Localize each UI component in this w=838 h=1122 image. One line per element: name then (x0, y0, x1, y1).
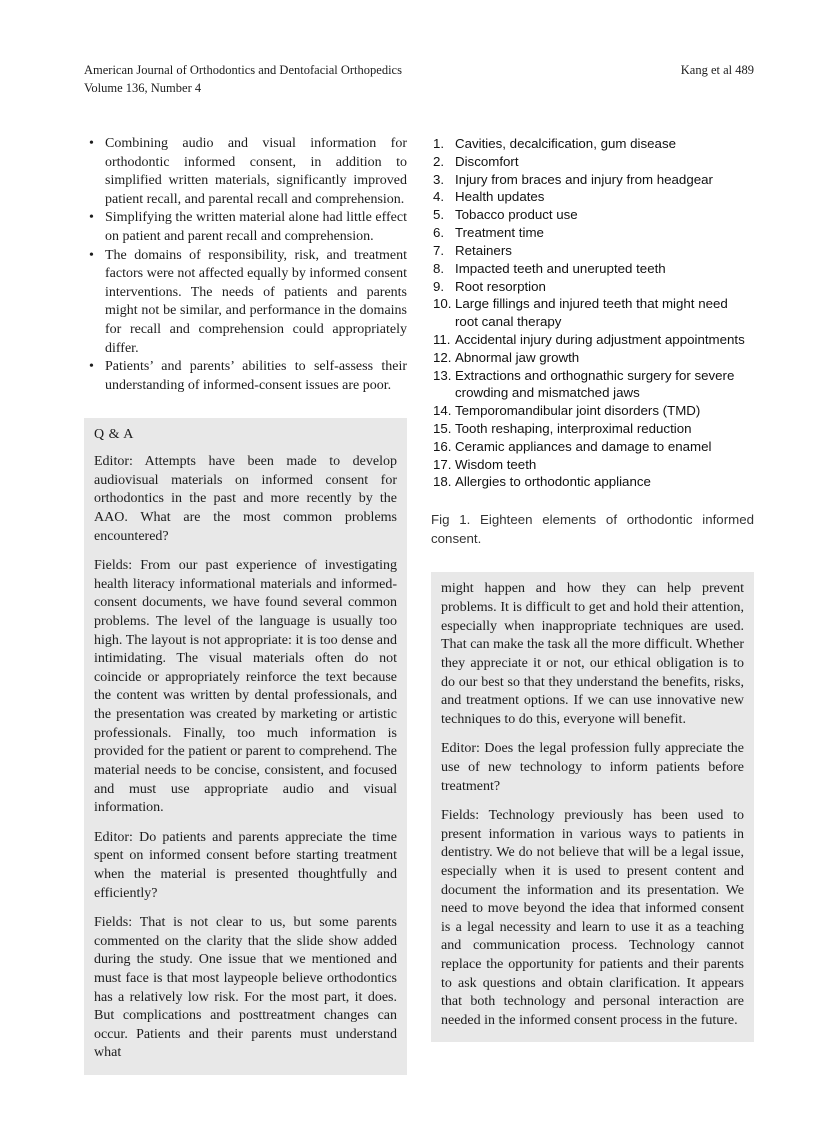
figure-item-text: Cavities, decalcification, gum disease (455, 136, 676, 151)
figure-list-item (431, 456, 754, 474)
bullet-list (84, 135, 407, 396)
figure-list-item (431, 224, 754, 242)
figure-list-item (431, 331, 754, 349)
figure-item-text: Retainers (455, 242, 512, 258)
figure-item-number: 5. (433, 207, 445, 223)
figure-list-item (431, 402, 754, 420)
figure-item-number: 3. (433, 171, 445, 187)
bullet-item: • Combining audio and visual information for orthodontic informed consent, in addition to simplified written materials, significantly improved patient recall, and parental recall and comprehension. (84, 135, 407, 209)
figure-item-number: 18. (433, 474, 452, 490)
figure-item-text: Allergies to orthodontic appliance (455, 474, 651, 490)
figure-item-number: 8. (433, 260, 445, 276)
figure-item-text: Treatment time (455, 225, 544, 241)
figure-list-item (431, 367, 754, 403)
figure-list-item (431, 260, 754, 278)
figure-list-item (431, 153, 754, 171)
figure-list-item (431, 278, 754, 296)
journal-info (84, 62, 402, 97)
content-columns (84, 135, 754, 1075)
figure-item-text: Ceramic appliances and damage to enamel (455, 438, 712, 454)
speaker-label: Editor: (94, 829, 140, 845)
journal-title: American Journal of Orthodontics and Dentofacial Orthopedics (84, 63, 402, 77)
figure-item-number: 14. (433, 403, 452, 419)
speaker-label: Fields: (441, 808, 489, 824)
figure-item-number: 7. (433, 242, 445, 258)
figure-item-number: 15. (433, 421, 452, 436)
journal-volume: Volume 136, Number 4 (84, 80, 202, 95)
figure-item-number: 1. (433, 136, 445, 151)
figure-item-text: Root resorption (455, 278, 546, 294)
figure-list-item (431, 349, 754, 367)
bullet-item: • Simplifying the written material alone had little effect on patient and parent recall and comprehension. (84, 209, 407, 246)
figure-item-text: Temporomandibular joint disorders (TMD) (455, 403, 701, 419)
speaker-label: Fields: (94, 915, 140, 931)
running-head-citation: Kang et al 489 (680, 63, 754, 77)
qa-box-right (431, 572, 754, 1042)
qa-paragraph: Editor: Does the legal profession fully appreciate the use of new technology to inform patients before treatment? (441, 741, 744, 794)
speaker-label: Editor: (94, 454, 145, 470)
figure-item-text: Large fillings and injured teeth that might need root canal therapy (455, 296, 728, 330)
figure-list-item (431, 242, 754, 260)
qa-paragraph: Fields: From our past experience of investigating health literacy informational materials and informed-consent documents, we have found several common problems. The level of the language is usually too high. The layout is not appropriate: it is too dense and intimidating. The visual materials often do not coincide or appropriately reinforce the text because the content was written by dental professionals, and the presentation was created by marketing or artistic professionals. Finally, too much information is provided for the patient or parent to comprehend. The material needs to be concise, consistent, and focused and must use appropriate audio and visual information. (94, 558, 397, 816)
bullet-item: • Patients’ and parents’ abilities to self-assess their understanding of informed-consent issues are poor. (84, 358, 407, 395)
figure-list-item (431, 188, 754, 206)
right-column (431, 135, 754, 1042)
speaker-label: Editor: (441, 741, 485, 757)
qa-paragraph: Fields: That is not clear to us, but some parents commented on the clarity that the slide show added during the study. One issue that we mentioned and must face is that most laypeople believe orthodontics has a relatively low risk. For the most part, it does. But complications and posttreatment changes can occur. Patients and their parents must understand what (94, 915, 397, 1061)
figure-item-text: Wisdom teeth (455, 456, 537, 472)
figure-item-number: 4. (433, 189, 445, 205)
speaker-label: Fields: (94, 558, 141, 574)
figure-item-text: Tobacco product use (455, 207, 578, 223)
figure-item-text: Tooth reshaping, interproximal reduction (455, 421, 692, 436)
figure-item-number: 17. (433, 456, 452, 472)
figure-list-item (431, 206, 754, 224)
figure-caption (431, 511, 754, 548)
figure-list-item (431, 420, 754, 438)
qa-paragraph: might happen and how they can help prevent problems. It is difficult to get and hold their attention, especially when inappropriate techniques are used. That can make the task all the more difficult. Whether they appreciate it or not, our ethical obligation is to do our best so that they understand the benefits, risks, and treatment options. If we can use innovative new techniques to do this, everyone will benefit. (441, 581, 744, 727)
figure-item-text: Discomfort (455, 153, 519, 169)
figure-item-text: Accidental injury during adjustment appointments (455, 331, 745, 347)
figure-list-item (431, 171, 754, 189)
figure-item-number: 12. (433, 349, 452, 365)
figure-list-item (431, 295, 754, 331)
figure-list-item (431, 473, 754, 491)
qa-box-left (84, 418, 407, 1076)
left-column (84, 135, 407, 1075)
figure-item-number: 2. (433, 153, 445, 169)
figure-item-text: Health updates (455, 189, 545, 205)
page-header (84, 62, 754, 97)
figure-item-number: 16. (433, 438, 452, 454)
figure-item-number: 11. (433, 331, 451, 347)
qa-paragraphs-left (94, 453, 397, 1063)
figure-list-item (431, 135, 754, 153)
figure-item-number: 9. (433, 278, 445, 294)
figure-item-text: Impacted teeth and unerupted teeth (455, 260, 666, 276)
bullet-item: • The domains of responsibility, risk, and treatment factors were not affected equally by informed consent interventions. The needs of patients and parents might not be similar, and performance in the domains for recall and comprehension could appropriately differ. (84, 247, 407, 359)
figure-item-number: 6. (433, 225, 445, 241)
figure-list-item (431, 438, 754, 456)
qa-paragraph: Editor: Attempts have been made to develop audiovisual materials on informed consent for orthodontics in the past and more recently by the AAO. What are the most common problems encountered? (94, 454, 397, 544)
figure-item-number: 10. (433, 296, 452, 312)
qa-paragraph: Fields: Technology previously has been used to present information in various ways to patients in dentistry. We do not believe that will be a legal issue, especially when it is used to present content and document the information and its presentation. We need to move beyond the idea that informed consent is a legal necessity and learn to use it as a teaching and communication process. Technology cannot replace the opportunity for patients and their parents to ask questions and obtain clarification. It appears that both technology and personal interaction are needed in the informed consent process in the future. (441, 808, 744, 1028)
qa-paragraphs-right (441, 580, 744, 1030)
qa-paragraph: Editor: Do patients and parents appreciate the time spent on informed consent before starting treatment when the material is presented thoughtfully and efficiently? (94, 829, 397, 901)
figure-caption-text: Fig 1. Eighteen elements of orthodontic informed consent. (431, 512, 754, 546)
qa-section-title: Q & A (94, 426, 134, 442)
figure-item-text: Extractions and orthognathic surgery for severe crowding and mismatched jaws (455, 367, 735, 401)
figure-item-text: Injury from braces and injury from headgear (455, 171, 713, 187)
figure-item-number: 13. (433, 367, 452, 383)
figure-list (431, 135, 754, 491)
figure-item-text: Abnormal jaw growth (455, 349, 580, 365)
